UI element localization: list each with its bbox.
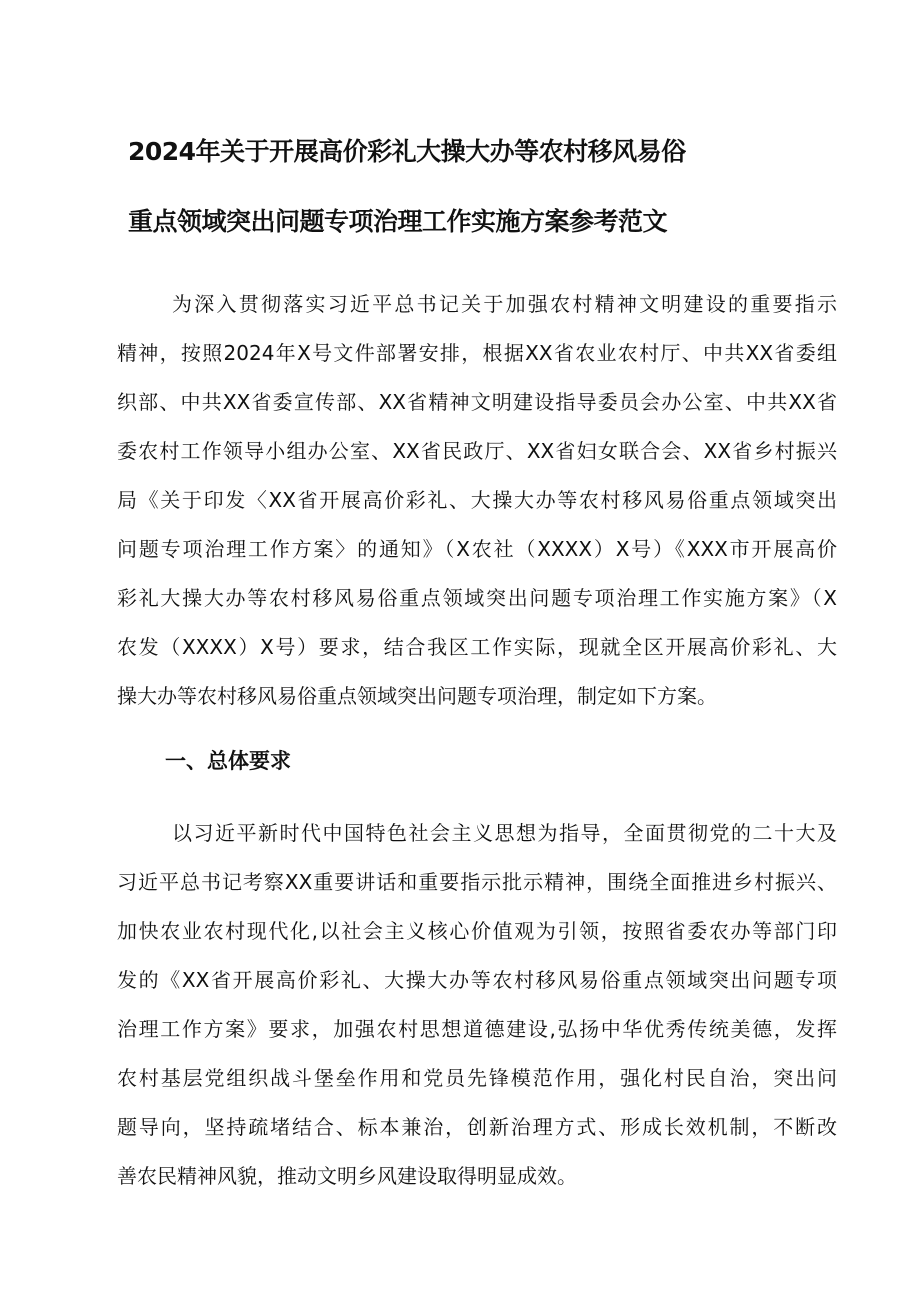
intro-paragraph-line: 局《关于印发〈XX省开展高价彩礼、大操大办等农村移风易俗重点领域突出 bbox=[117, 488, 837, 512]
section1-paragraph-line: 以习近平新时代中国特色社会主义思想为指导，全面贯彻党的二十大及 bbox=[172, 821, 837, 845]
intro-paragraph-line: 彩礼大操大办等农村移风易俗重点领域突出问题专项治理工作实施方案》（X bbox=[117, 586, 837, 610]
intro-paragraph-line: 精神，按照2024年X号文件部署安排，根据XX省农业农村厅、中共XX省委组 bbox=[117, 341, 837, 365]
section1-paragraph-line: 发的《XX省开展高价彩礼、大操大办等农村移风易俗重点领域突出问题专项 bbox=[117, 968, 837, 992]
section1-paragraph-line: 治理工作方案》要求，加强农村思想道德建设,弘扬中华优秀传统美德，发挥 bbox=[117, 1017, 837, 1041]
intro-paragraph-line: 农发（XXXX）X号）要求，结合我区工作实际，现就全区开展高价彩礼、大 bbox=[117, 635, 837, 659]
intro-paragraph-line: 操大办等农村移风易俗重点领域突出问题专项治理，制定如下方案。 bbox=[117, 684, 717, 708]
section-heading-overall-requirements: 一、总体要求 bbox=[165, 749, 291, 773]
section1-paragraph-line: 农村基层党组织战斗堡垒作用和党员先锋模范作用，强化村民自治，突出问 bbox=[117, 1066, 837, 1090]
section1-paragraph-line: 善农民精神风貌，推动文明乡风建设取得明显成效。 bbox=[117, 1164, 577, 1188]
document-title-line-2: 重点领域突出问题专项治理工作实施方案参考范文 bbox=[128, 207, 668, 236]
document-title-line-1: 2024年关于开展高价彩礼大操大办等农村移风易俗 bbox=[128, 137, 686, 166]
section1-paragraph-line: 加快农业农村现代化,以社会主义核心价值观为引领，按照省委农办等部门印 bbox=[117, 919, 837, 943]
intro-paragraph-line: 为深入贯彻落实习近平总书记关于加强农村精神文明建设的重要指示 bbox=[172, 292, 837, 316]
section1-paragraph-line: 习近平总书记考察XX重要讲话和重要指示批示精神，围绕全面推进乡村振兴、 bbox=[117, 870, 837, 894]
section1-paragraph-line: 题导向，坚持疏堵结合、标本兼治，创新治理方式、形成长效机制，不断改 bbox=[117, 1115, 837, 1139]
intro-paragraph-line: 织部、中共XX省委宣传部、XX省精神文明建设指导委员会办公室、中共XX省 bbox=[117, 390, 837, 414]
intro-paragraph-line: 问题专项治理工作方案〉的通知》（X农社（XXXX）X号）《XXX市开展高价 bbox=[117, 537, 837, 561]
intro-paragraph-line: 委农村工作领导小组办公室、XX省民政厅、XX省妇女联合会、XX省乡村振兴 bbox=[117, 439, 837, 463]
